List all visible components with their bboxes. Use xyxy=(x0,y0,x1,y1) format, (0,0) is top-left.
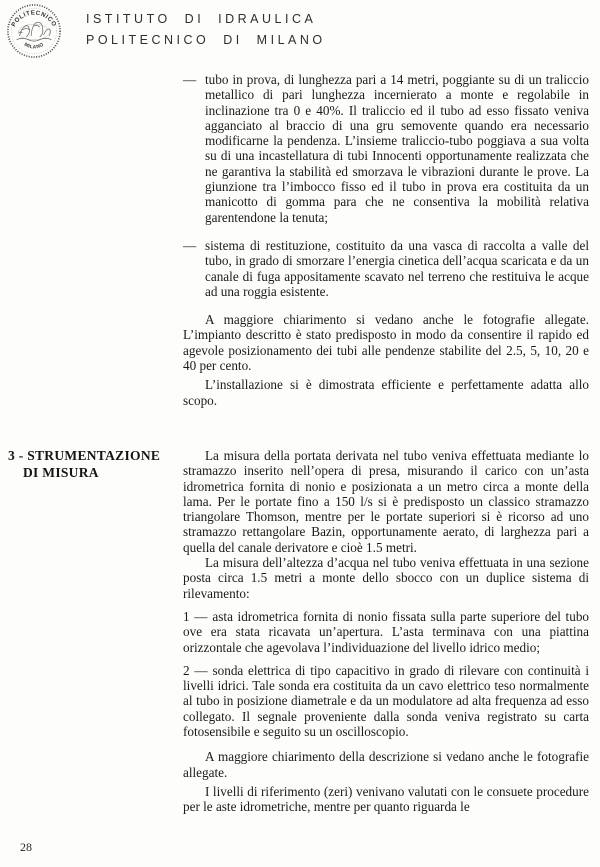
bullet-text: sistema di restituzione, costituito da una vasca di raccolta a valle del tubo, in grado di smorzare l’energia cinetica dell’acqua scaricata e da un canale di fuga appositamente scavato nel terreno che restituiva le acque ad una roggia esistente. xyxy=(205,237,589,299)
item-number-label: 1 — xyxy=(183,608,208,624)
top-text-block xyxy=(183,72,589,408)
item-text: asta idrometrica fornita di nonio fissata sulla parte superiore del tubo ove era stata ricavata un’apertura. L’asta terminava con una piattina orizzontale che agevolava l’individuazione del livello idrico medio; xyxy=(183,608,590,655)
logo-engraving xyxy=(17,22,52,41)
paragraph-fotografie-allegate: A maggiore chiarimento si vedano anche le fotografie allegate. L’impianto descritto è stato predisposto in modo da consentire il rapido ed agevole posizionamento dei tubi alle pendenze stabilite del 2.5, 5, 10, 20 e 40 per cento. xyxy=(183,312,589,374)
bullet-item-tubo-in-prova xyxy=(183,72,589,225)
section-heading-line1: 3 - STRUMENTAZIONE xyxy=(8,448,161,463)
section-text-block xyxy=(183,448,589,815)
bullet-item-sistema-restituzione xyxy=(183,238,589,299)
paragraph-livelli-riferimento: I livelli di riferimento (zeri) venivano valutati con le consuete procedure per le aste idrometriche, mentre per quanto riguarda le xyxy=(183,783,589,815)
paragraph-chiarimento-descrizione: A maggiore chiarimento della descrizione si vedano anche le fotografie allegate. xyxy=(183,749,589,780)
item-text: sonda elettrica di tipo capacitivo in grado di rilevare con continuità i livelli idrici. Tale sonda era costituita da un cavo elettrico teso normalmente al tubo in posizione diametrale e da un modulatore ad alta frequenza ad esso collegato. Il segnale proveniente dalla sonda veniva registrato su carta fotosensibile e seguito su un oscilloscopio. xyxy=(183,662,589,740)
logo-top-text: POLITECNICO xyxy=(10,9,58,29)
letterhead-line1: ISTITUTO DI IDRAULICA xyxy=(86,12,317,26)
section-heading-strumentazione xyxy=(8,448,180,481)
letterhead-line2: POLITECNICO DI MILANO xyxy=(86,33,326,47)
letterhead xyxy=(86,9,326,51)
section-heading-line2: DI MISURA xyxy=(23,464,99,480)
dash-bullet-marker: — xyxy=(183,72,197,87)
item-number-label: 2 — xyxy=(183,662,208,678)
paragraph-installazione: L’installazione si è dimostrata efficiente e perfettamente adatta allo scopo. xyxy=(183,377,589,408)
svg-text:MILANO xyxy=(23,42,45,51)
paragraph-misura-portata: La misura della portata derivata nel tubo veniva effettuata mediante lo stramazzo inserito nell’opera di presa, misurando il carico con un’asta idrometrica fornita di nonio e posizionata a un metro circa a monte della lama. Per le portate fino a 150 l/s si è predisposto un classico stramazzo triangolare Thomson, mentre per le portate superiori si è ricorso ad uno stramazzo rettangolare Bazin, opportunamente aerato, di larghezza pari a quella del canale derivatore e cioè 1.5 metri. xyxy=(183,448,589,555)
numbered-item-2 xyxy=(183,663,589,739)
paragraph-misura-altezza: La misura dell’altezza d’acqua nel tubo veniva effettuata in una sezione posta circa 1.5 metri a monte dello sbocco con un duplice sistema di rilevamento: xyxy=(183,555,589,601)
politecnico-seal-icon xyxy=(5,3,63,59)
logo-bottom-text: MILANO xyxy=(22,42,46,51)
dash-bullet-marker: — xyxy=(183,237,197,253)
numbered-item-1 xyxy=(183,609,589,655)
bullet-text: tubo in prova, di lunghezza pari a 14 metri, poggiante su di un traliccio metallico di pari lunghezza incernierato a monte e regolabile in inclinazione tra 0 e 40%. Il traliccio ed il tubo ad esso fissato veniva agganciato al braccio di una gru semovente quando era necessario modificarne la pendenza. L’insieme traliccio-tubo poggiava a sua volta su di una incastellatura di tubi Innocenti opportunamente realizzata che ne garantiva la stabilità ed smorzava le vibrazioni durante le prove. La giunzione tra l’imbocco fisso ed il tubo in prova era costituita da un manicotto di gomma para che ne consentiva la mobilità relativa garentendone la tenuta; xyxy=(205,72,589,225)
page-number: 28 xyxy=(20,840,32,854)
